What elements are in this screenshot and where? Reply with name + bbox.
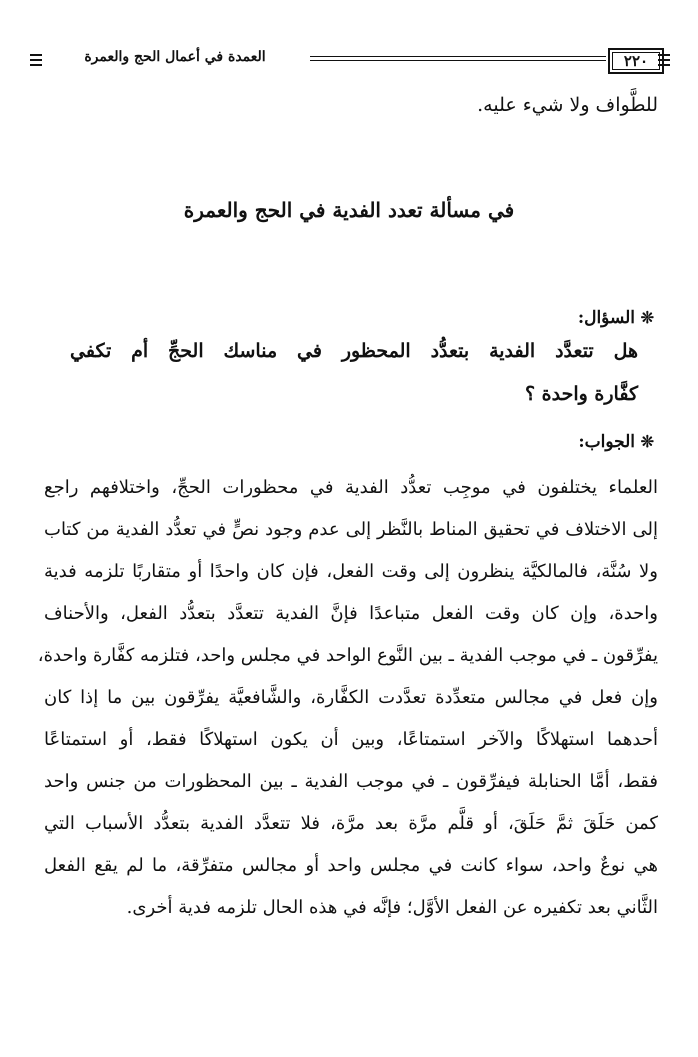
answer-line: وإن فعل في مجالس متعدِّدة تعدَّدت الكفَّارة، والشَّافعيَّة يفرِّقون بين ما إذا كان <box>44 687 658 708</box>
answer-line: فقط، أمَّا الحنابلة فيفرِّقون ـ في موجب الفدية ـ بين المحظورات من جنس واحد <box>44 771 658 792</box>
answer-line: العلماء يختلفون في موجِب تعدُّد الفدية في محظورات الحجِّ، واختلافهم راجع <box>44 477 658 498</box>
answer-line: واحدة، وإن كان وقت الفعل متباعدًا فإنَّ الفدية تتعدَّد بتعدُّد الفعل، والأحناف <box>44 603 658 624</box>
question-label <box>578 308 654 328</box>
answer-line: هي نوعٌ واحد، سواء كانت في مجلس واحد أو مجالس متفرِّقة، ما لم يقع الفعل <box>44 855 658 876</box>
answer-label-text: الجواب: <box>578 432 636 452</box>
asterism-icon: ❊ <box>635 432 654 451</box>
section-heading: في مسألة تعدد الفدية في الحج والعمرة <box>183 198 515 222</box>
running-title: العمدة في أعمال الحج والعمرة <box>44 49 306 65</box>
question-line: هل تتعدَّد الفدية بتعدُّد المحظور في مناسك الحجِّ أم تكفي <box>70 340 638 362</box>
answer-line: يفرِّقون ـ في موجب الفدية ـ بين النَّوع الواحد في مجلس واحد، فتلزمه كفَّارة واحدة، <box>37 645 658 666</box>
continuation-text: للطَّواف ولا شيء عليه. <box>477 94 658 116</box>
answer-label <box>578 432 654 452</box>
answer-line-last: الثَّاني بعد تكفيره عن الفعل الأوَّل؛ فإنَّه في هذه الحال تلزمه فدية أخرى. <box>126 897 658 918</box>
header-ornament-right <box>658 54 670 68</box>
answer-line: إلى الاختلاف في تحقيق المناط بالنَّظر إلى عدم وجود نصٍّ في تعدُّد الفدية من كتاب <box>44 519 658 540</box>
question-line: كفَّارة واحدة ؟ <box>524 383 638 405</box>
header-ornament-left <box>30 54 42 68</box>
question-label-text: السؤال: <box>577 308 636 328</box>
answer-line: أحدهما استهلاكًا والآخر استمتاعًا، وبين أن يكون استهلاكًا فقط، أو استمتاعًا <box>44 729 658 750</box>
asterism-icon: ❊ <box>635 308 654 327</box>
page-number: ٢٢٠ <box>608 48 664 74</box>
answer-line: كمن حَلَقَ ثمَّ حَلَقَ، أو قلَّم مرَّة بعد مرَّة، فلا تتعدَّد الفدية بتعدُّد الأسباب التي <box>44 813 658 834</box>
header-rule-middle <box>310 56 606 61</box>
answer-line: ولا سُنَّة، فالمالكيَّة ينظرون إلى وقت الفعل، فإن كان واحدًا أو متقاربًا تلزمه فدية <box>44 561 658 582</box>
running-header <box>30 48 670 74</box>
